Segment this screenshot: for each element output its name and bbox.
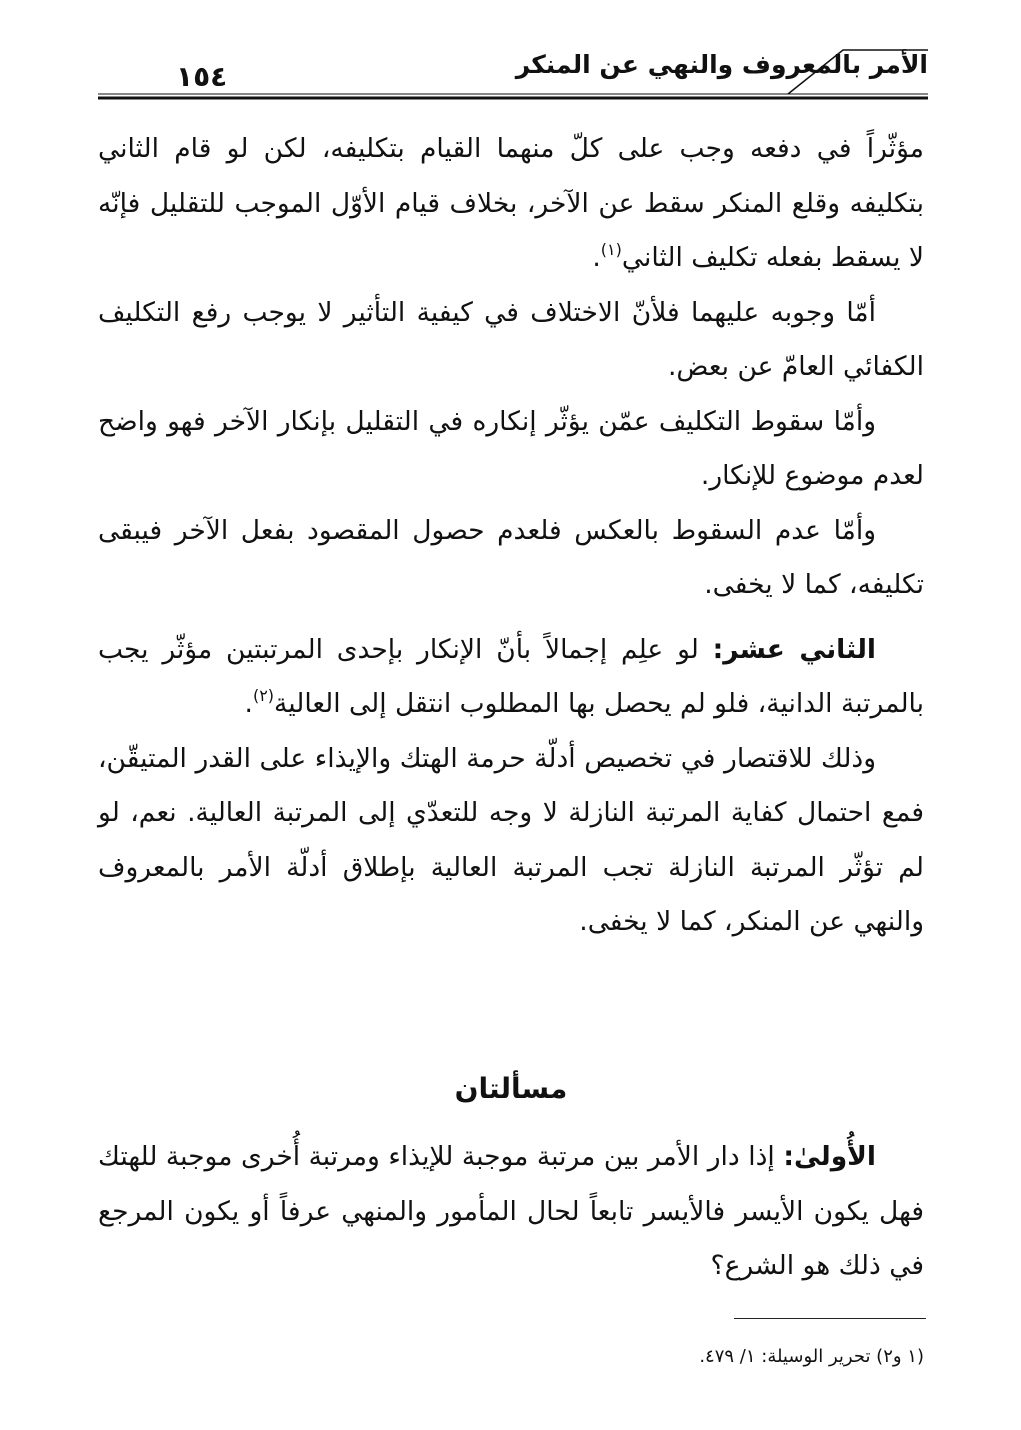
paragraph-text: وأمّا سقوط التكليف عمّن يؤثّر إنكاره في التقليل بإنكار الآخر فهو واضح لعدم موضوع للإنكار.: [98, 405, 924, 491]
paragraph-rule-twelve: [98, 623, 924, 732]
footnote: (١ و٢) تحرير الوسيلة: ١/ ٤٧٩.: [699, 1346, 924, 1367]
paragraph: [98, 504, 924, 613]
footnote-separator: [734, 1318, 926, 1319]
main-text: [98, 122, 924, 950]
paragraph: [98, 286, 924, 395]
section-body: [98, 1130, 924, 1294]
paragraph-lead: الثاني عشر:: [712, 633, 876, 665]
footnote-ref: (١): [600, 240, 622, 259]
paragraph-text: وأمّا عدم السقوط بالعكس فلعدم حصول المقصود بفعل الآخر فيبقى تكليفه، كما لا يخفى.: [98, 514, 924, 600]
paragraph-text: أمّا وجوبه عليهما فلأنّ الاختلاف في كيفية التأثير لا يوجب رفع التكليف الكفائي العامّ عن بعض.: [98, 296, 924, 382]
paragraph-first-question: [98, 1130, 924, 1294]
paragraph-continued: [98, 122, 924, 286]
page-number: ١٥٤: [176, 60, 228, 93]
page-header: [98, 38, 928, 106]
paragraph: [98, 732, 924, 950]
footnote-ref: (٢): [252, 686, 275, 705]
paragraph-text: إذا دار الأمر بين مرتبة موجبة للإيذاء ومرتبة أُخرى موجبة للهتك فهل يكون الأيسر فالأيسر تابعاً لحال المأمور والمنهي عرفاً أو يكون المرجع في ذلك هو الشرع؟: [98, 1141, 924, 1281]
paragraph-end: .: [244, 688, 253, 719]
paragraph-text: مؤثّراً في دفعه وجب على كلّ منهما القيام بتكليفه، لكن لو قام الثاني بتكليفه وقلع المنكر سقط عن الآخر، بخلاف قيام الأوّل الموجب للتقليل فإنّه لا يسقط بفعله تكليف الثاني: [98, 133, 924, 273]
paragraph-text: لو علِم إجمالاً بأنّ الإنكار بإحدى المرتبتين مؤثّر يجب بالمرتبة الدانية، فلو لم يحصل بها المطلوب انتقل إلى العالية: [98, 633, 924, 719]
paragraph-text: وذلك للاقتصار في تخصيص أدلّة حرمة الهتك والإيذاء على القدر المتيقّن، فمع احتمال كفاية المرتبة النازلة لا وجه للتعدّي إلى المرتبة العالية. نعم، لو لم تؤثّر المرتبة النازلة تجب المرتبة العالية بإطلاق أدلّة الأمر بالمعروف والنهي عن المنكر، كما لا يخفى.: [98, 742, 924, 937]
paragraph-end: .: [592, 242, 601, 273]
paragraph-lead: الأُولىٰ:: [783, 1141, 876, 1172]
paragraph: [98, 395, 924, 504]
section-heading: مسألتان: [454, 1072, 568, 1105]
running-title: الأمر بالمعروف والنهي عن المنكر: [515, 50, 928, 79]
